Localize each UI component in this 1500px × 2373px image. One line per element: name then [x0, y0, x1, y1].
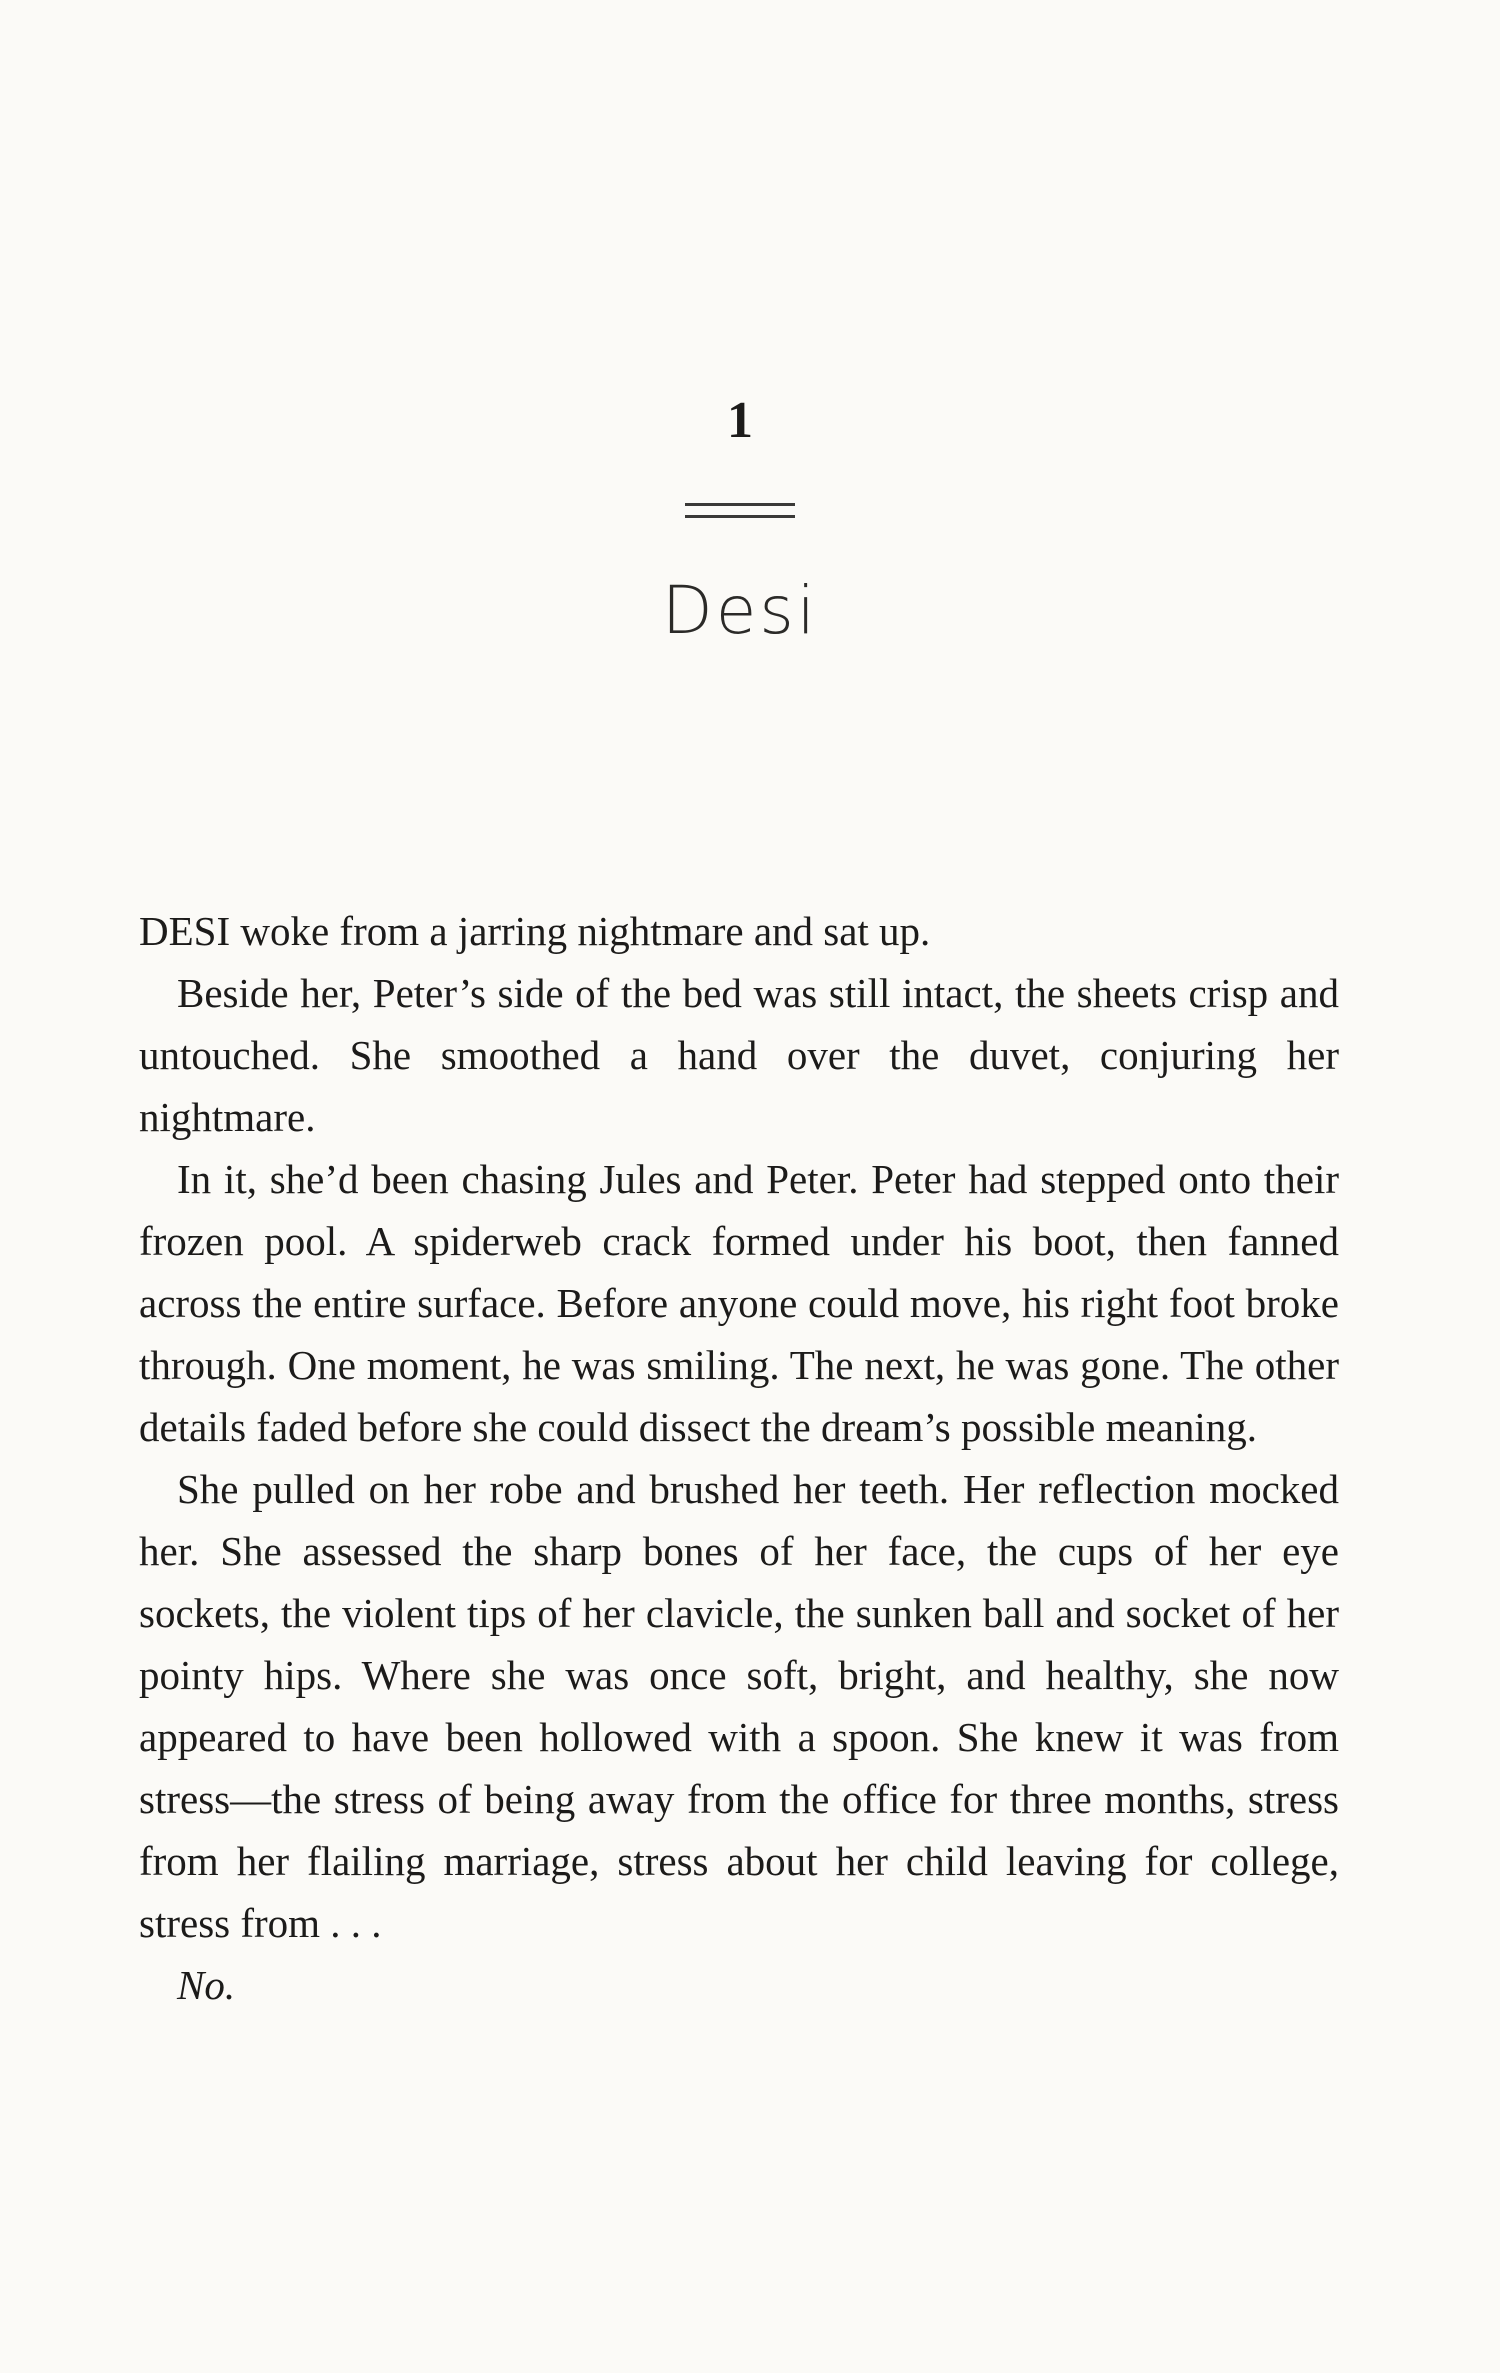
paragraph: In it, she’d been chasing Jules and Peter. Peter had stepped onto their frozen pool. A spiderweb crack formed under his boot, then fanned across the entire surface. Before anyone could move, his right foot broke through. One moment, he was smiling. The next, he was gone. The other details faded before she could dissect the dream’s possible meaning.: [139, 1156, 1339, 1450]
paragraph: Beside her, Peter’s side of the bed was still intact, the sheets crisp and untouched. She smoothed a hand over the duvet, conjuring her nightmare.: [139, 970, 1339, 1140]
chapter-number: 1: [727, 392, 753, 449]
paragraph: No.: [177, 1962, 236, 2008]
chapter-body: [139, 900, 1339, 2016]
chapter-title: Desi: [661, 572, 819, 649]
chapter-divider: [685, 503, 795, 518]
paragraph: DESI woke from a jarring nightmare and sat up.: [139, 908, 931, 954]
paragraph: She pulled on her robe and brushed her teeth. Her reflection mocked her. She assessed the sharp bones of her face, the cups of her eye sockets, the violent tips of her clavicle, the sunken ball and socket of her pointy hips. Where she was once soft, bright, and healthy, she now appeared to have been hollowed with a spoon. She knew it was from stress—the stress of being away from the office for three months, stress from her flailing marriage, stress about her child leaving for college, stress from . . .: [139, 1466, 1339, 1946]
